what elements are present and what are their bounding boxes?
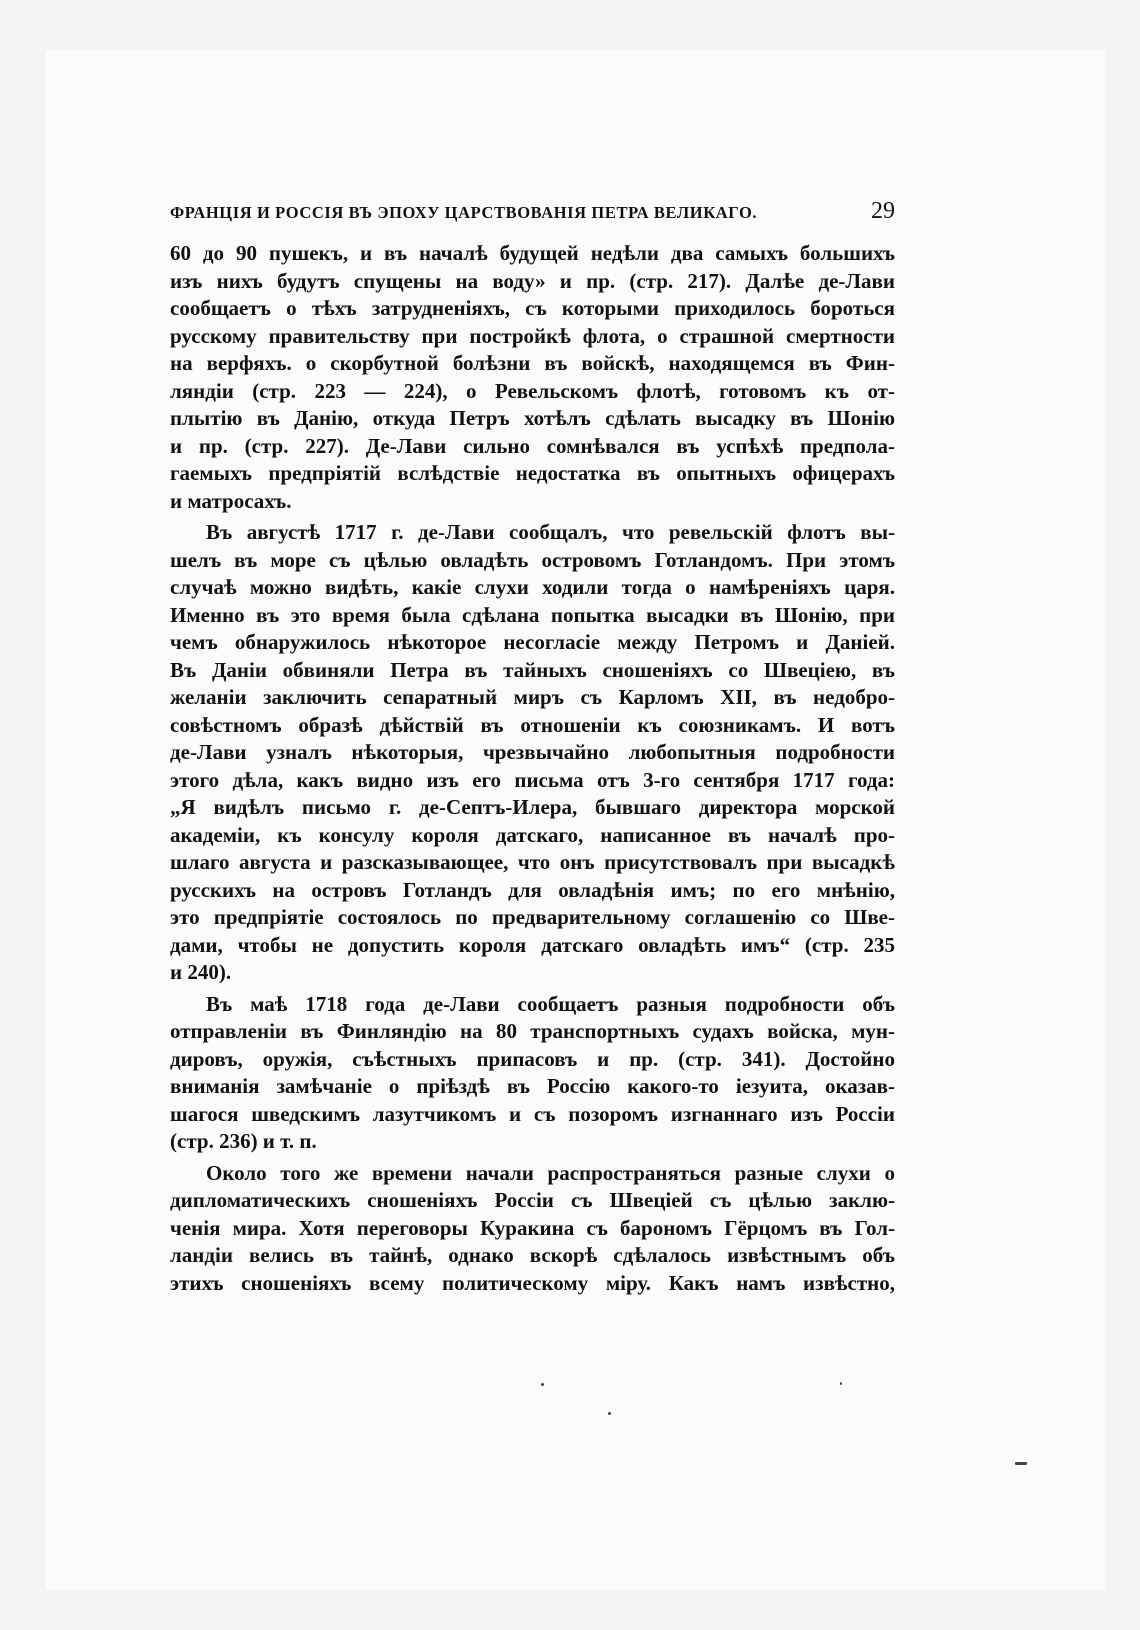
paragraph-4: [170, 1160, 895, 1298]
running-title: ФРАНЦІЯ И РОССІЯ ВЪ ЭПОХУ ЦАРСТВОВАНІЯ ПЕТРА ВЕЛИКАГО.: [170, 203, 758, 222]
text-line: шлаго августа и разсказывающее, что онъ присутствовалъ при высадкѣ: [170, 850, 895, 874]
text-line: шагося шведскимъ лазутчикомъ и съ позоромъ изгнаннаго изъ Россіи: [170, 1101, 895, 1126]
text-line: Въ Даніи обвиняли Петра въ тайныхъ сношеніяхъ со Швеціею, въ: [170, 657, 895, 682]
text-line: Въ августѣ 1717 г. де-Лави сообщалъ, что ревельскій флотъ вы-: [206, 520, 895, 544]
text-line: и пр. (стр. 227). Де-Лави сильно сомнѣвался въ успѣхѣ предпола-: [170, 433, 895, 458]
scan-speck: [541, 1383, 544, 1386]
text-line: гаемыхъ предпріятій вслѣдствіе недостатка въ опытныхъ офицерахъ: [170, 461, 895, 485]
text-line: ляндіи (стр. 223 — 224), о Ревельскомъ флотѣ, готовомъ къ от-: [170, 378, 895, 403]
text-line: Около того же времени начали распространяться разные слухи о: [206, 1160, 895, 1185]
text-line: дипломатическихъ сношеніяхъ Россіи съ Швеціей съ цѣлью заклю-: [170, 1188, 895, 1212]
text-line: сообщаетъ о тѣхъ затрудненіяхъ, съ которыми приходилось бороться: [170, 296, 895, 320]
text-line: шелъ въ море съ цѣлью овладѣть островомъ Готландомъ. При этомъ: [170, 547, 895, 572]
text-block: [170, 198, 895, 1297]
text-line: ченія мира. Хотя переговоры Куракина съ барономъ Гёрцомъ въ Гол-: [170, 1215, 895, 1240]
text-line: изъ нихъ будутъ спущены на воду» и пр. (стр. 217). Далѣе де-Лави: [170, 268, 895, 293]
text-line: и матросахъ.: [170, 488, 292, 513]
text-line: совѣстномъ образѣ дѣйствій въ отношеніи къ союзникамъ. И вотъ: [170, 712, 895, 737]
text-line: плытію въ Данію, откуда Петръ хотѣлъ сдѣлать высадку въ Шонію: [170, 406, 895, 430]
text-line: Въ маѣ 1718 года де-Лави сообщаетъ разныя подробности объ: [206, 991, 895, 1016]
text-line: русскихъ на островъ Готландъ для овладѣнія имъ; по его мнѣнію,: [170, 877, 895, 902]
text-line: Именно въ это время была сдѣлана попытка высадки въ Шонію, при: [170, 602, 895, 627]
scan-speck: [840, 1382, 842, 1385]
text-line: „Я видѣлъ письмо г. де-Септъ-Илера, бывшаго директора морской: [170, 795, 895, 819]
scan-speck: [608, 1412, 611, 1415]
running-header: [170, 198, 895, 234]
text-line: желаніи заключить сепаратный миръ съ Карломъ XII, въ недобро-: [170, 685, 895, 709]
text-line: этихъ сношеніяхъ всему политическому міру. Какъ намъ извѣстно,: [170, 1270, 895, 1295]
text-line: отправленіи въ Финляндію на 80 транспортныхъ судахъ войска, мун-: [170, 1019, 895, 1043]
text-line: академіи, къ консулу короля датскаго, написанное въ началѣ про-: [170, 822, 895, 847]
text-line: случаѣ можно видѣть, какіе слухи ходили тогда о намѣреніяхъ царя.: [170, 575, 895, 599]
text-line: ландіи велись въ тайнѣ, однако вскорѣ сдѣлалось извѣстнымъ объ: [170, 1243, 895, 1267]
text-line: чемъ обнаружилось нѣкоторое несогласіе между Петромъ и Даніей.: [170, 630, 895, 654]
text-line: русскому правительству при постройкѣ флота, о страшной смертности: [170, 323, 895, 348]
text-line: 60 до 90 пушекъ, и въ началѣ будущей недѣли два самыхъ большихъ: [170, 241, 895, 265]
paragraph-3: [170, 991, 895, 1156]
text-line: этого дѣла, какъ видно изъ его письма отъ 3-го сентября 1717 года:: [170, 767, 895, 792]
text-line: дами, чтобы не допустить короля датскаго овладѣть имъ“ (стр. 235: [170, 932, 895, 957]
paragraph-2: [170, 519, 895, 987]
scan-speck: [1015, 1462, 1027, 1465]
text-line: на верфяхъ. о скорбутной болѣзни въ войскѣ, находящемся въ Фин-: [170, 351, 895, 375]
text-line: вниманія замѣчаніе о пріѣздѣ въ Россію какого-то іезуита, оказав-: [170, 1074, 895, 1098]
paragraph-1: [170, 240, 895, 515]
text-line: и 240).: [170, 960, 232, 984]
text-line: де-Лави узналъ нѣкоторыя, чрезвычайно любопытныя подробности: [170, 740, 895, 764]
page-number: 29: [871, 198, 895, 224]
text-line: это предпріятіе состоялось по предварительному соглашенію со Шве-: [170, 905, 895, 929]
text-line: дировъ, оружія, съѣстныхъ припасовъ и пр. (стр. 341). Достойно: [170, 1046, 895, 1071]
text-line: (стр. 236) и т. п.: [170, 1129, 317, 1153]
